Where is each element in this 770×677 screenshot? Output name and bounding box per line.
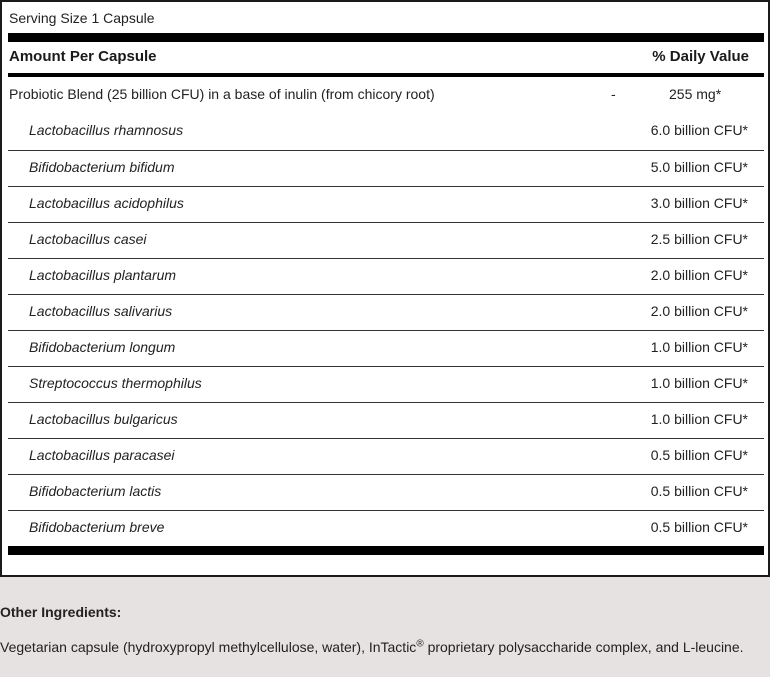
blend-name: Probiotic Blend (25 billion CFU) in a base of inulin (from chicory root) — [9, 86, 435, 102]
strain-name: Bifidobacterium longum — [29, 339, 176, 355]
amount-per-capsule-label: Amount Per Capsule — [9, 48, 157, 65]
strain-row — [8, 474, 764, 510]
strain-name: Lactobacillus rhamnosus — [29, 122, 184, 138]
bottom-divider — [8, 546, 764, 555]
strain-row — [8, 114, 764, 150]
other-ingredients-text-part2: proprietary polysaccharide complex, and L-leucine. — [423, 639, 744, 655]
other-ingredients-title: Other Ingredients: — [0, 604, 122, 620]
table-header — [9, 48, 749, 68]
strain-row — [8, 186, 764, 222]
strain-name: Lactobacillus plantarum — [29, 267, 177, 283]
strain-row — [8, 330, 764, 366]
strain-amount: 0.5 billion CFU* — [650, 519, 748, 535]
strain-name: Streptococcus thermophilus — [29, 375, 202, 391]
strain-list — [8, 114, 764, 546]
strain-amount: 2.5 billion CFU* — [650, 231, 748, 247]
serving-size: Serving Size 1 Capsule — [9, 10, 155, 26]
blend-amount: 255 mg* — [669, 86, 722, 102]
strain-amount: 0.5 billion CFU* — [650, 447, 748, 463]
strain-row — [8, 366, 764, 402]
strain-amount: 0.5 billion CFU* — [650, 483, 748, 499]
strain-row — [8, 510, 764, 546]
strain-name: Bifidobacterium lactis — [29, 483, 162, 499]
strain-row — [8, 258, 764, 294]
strain-amount: 1.0 billion CFU* — [650, 339, 748, 355]
strain-name: Lactobacillus casei — [29, 231, 147, 247]
strain-name: Bifidobacterium bifidum — [29, 159, 175, 175]
strain-amount: 2.0 billion CFU* — [650, 267, 748, 283]
top-divider — [8, 33, 764, 42]
daily-value-label: % Daily Value — [652, 48, 749, 65]
strain-amount: 1.0 billion CFU* — [650, 375, 748, 391]
blend-daily-value: - — [611, 86, 616, 102]
blend-row — [9, 86, 764, 102]
strain-row — [8, 150, 764, 186]
strain-amount: 3.0 billion CFU* — [650, 195, 748, 211]
strain-name: Lactobacillus salivarius — [29, 303, 173, 319]
strain-name: Lactobacillus acidophilus — [29, 195, 184, 211]
other-ingredients-text — [0, 637, 765, 657]
strain-name: Bifidobacterium breve — [29, 519, 165, 535]
header-divider — [8, 73, 764, 77]
strain-amount: 2.0 billion CFU* — [650, 303, 748, 319]
strain-amount: 5.0 billion CFU* — [650, 159, 748, 175]
strain-row — [8, 222, 764, 258]
strain-name: Lactobacillus paracasei — [29, 447, 175, 463]
strain-row — [8, 402, 764, 438]
strain-row — [8, 294, 764, 330]
other-ingredients-text-part1: Vegetarian capsule (hydroxypropyl methylcellulose, water), InTactic — [0, 639, 417, 655]
strain-name: Lactobacillus bulgaricus — [29, 411, 178, 427]
strain-amount: 1.0 billion CFU* — [650, 411, 748, 427]
strain-amount: 6.0 billion CFU* — [650, 122, 748, 138]
strain-row — [8, 438, 764, 474]
registered-mark: ® — [416, 638, 424, 650]
